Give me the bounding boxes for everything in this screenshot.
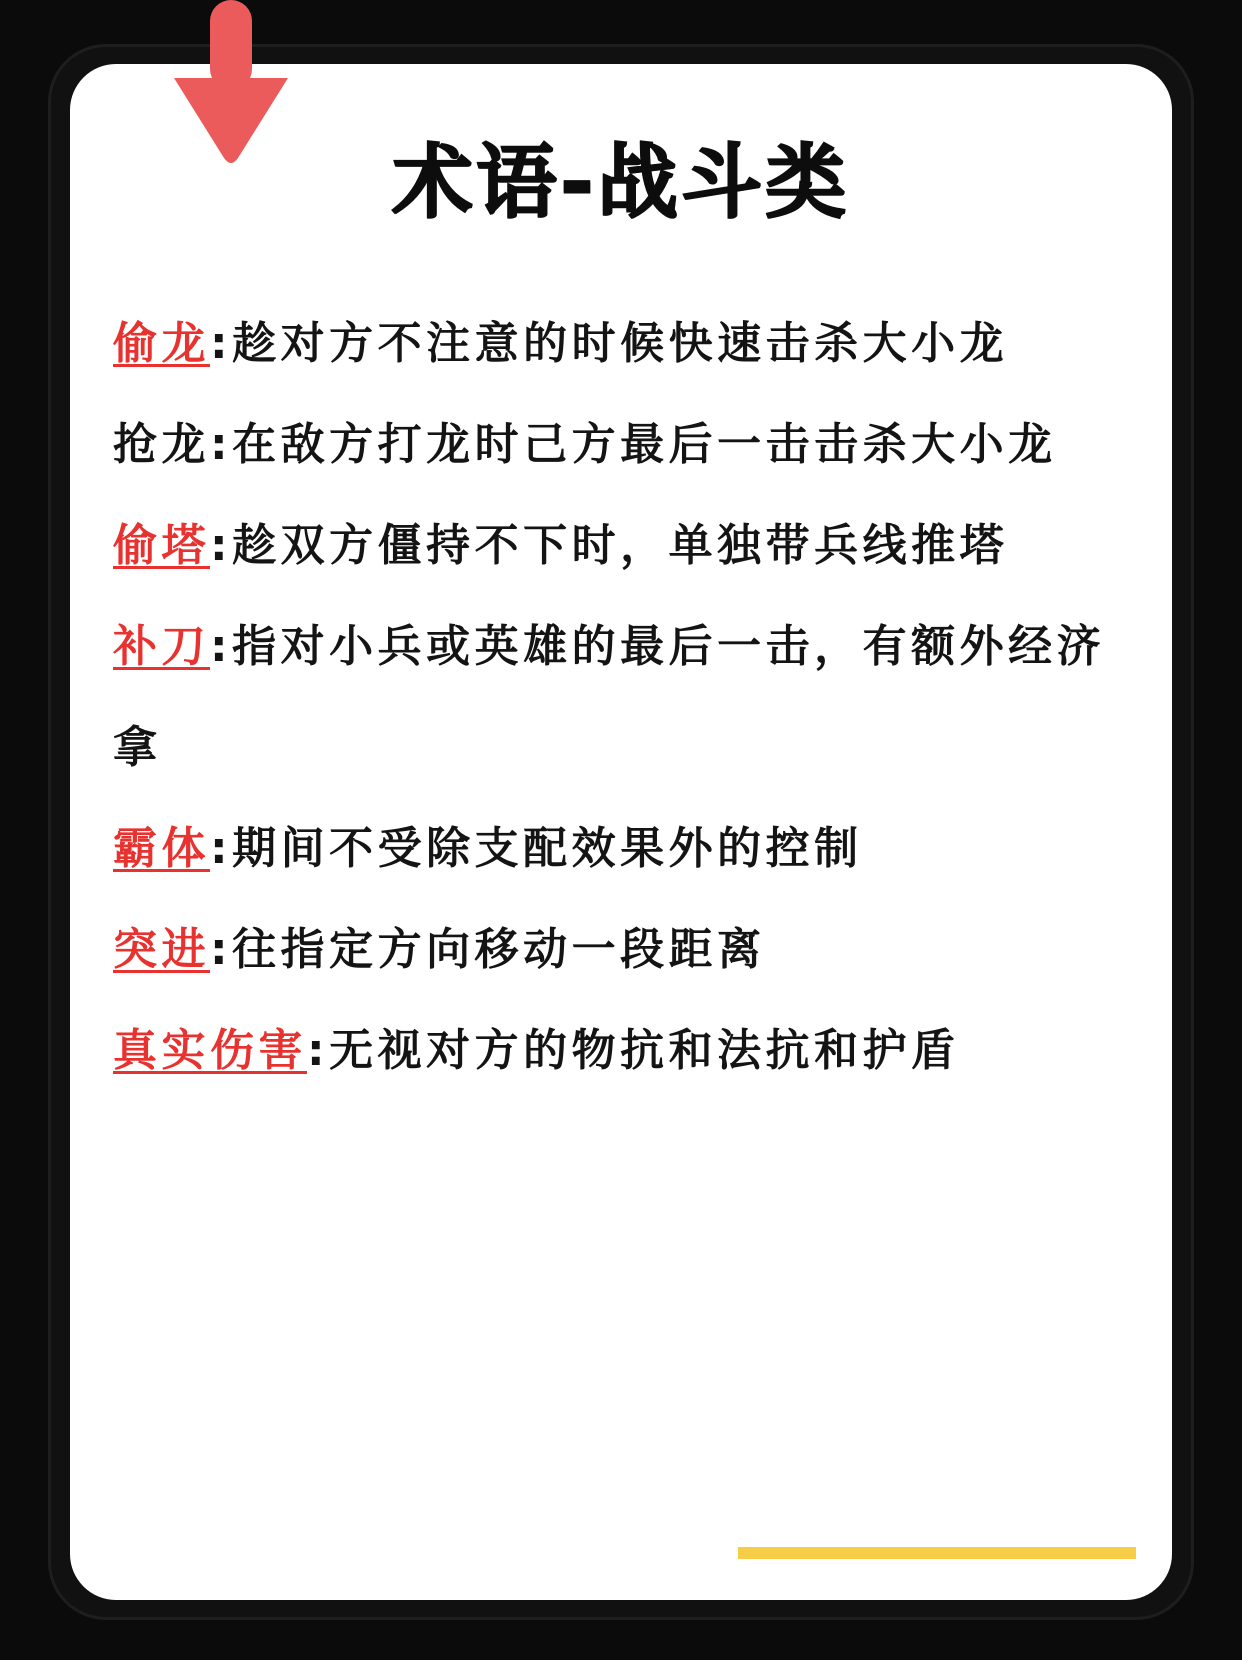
accent-bar: [738, 1547, 1136, 1559]
term-name: 偷龙: [113, 318, 210, 369]
term-item: [113, 899, 1113, 1000]
term-separator: :: [210, 419, 233, 470]
term-item: [113, 798, 1113, 899]
term-item: [113, 596, 1113, 798]
term-name: 霸体: [113, 823, 210, 874]
term-list: [113, 293, 1113, 1101]
term-separator: :: [210, 520, 233, 571]
page-title: 术语-战斗类: [392, 136, 850, 229]
term-definition: 趁对方不注意的时候快速击杀大小龙: [232, 318, 1009, 369]
term-definition: 无视对方的物抗和法抗和护盾: [329, 1025, 960, 1076]
term-separator: :: [210, 318, 233, 369]
term-separator: :: [307, 1025, 330, 1076]
term-definition: 指对小兵或英雄的最后一击，有额外经济拿: [113, 621, 1106, 773]
term-separator: :: [210, 823, 233, 874]
term-name: 偷塔: [113, 520, 210, 571]
term-name: 补刀: [113, 621, 210, 672]
term-name: 突进: [113, 924, 210, 975]
term-item: [113, 495, 1113, 596]
term-name: 抢龙: [113, 419, 210, 470]
term-item: [113, 293, 1113, 394]
term-definition: 期间不受除支配效果外的控制: [232, 823, 863, 874]
term-definition: 趁双方僵持不下时，单独带兵线推塔: [232, 520, 1009, 571]
term-name: 真实伤害: [113, 1025, 307, 1076]
term-item: [113, 1000, 1113, 1101]
term-item: [113, 394, 1113, 495]
term-definition: 往指定方向移动一段距离: [232, 924, 766, 975]
term-separator: :: [210, 621, 233, 672]
term-separator: :: [210, 924, 233, 975]
term-definition: 在敌方打龙时己方最后一击击杀大小龙: [232, 419, 1057, 470]
